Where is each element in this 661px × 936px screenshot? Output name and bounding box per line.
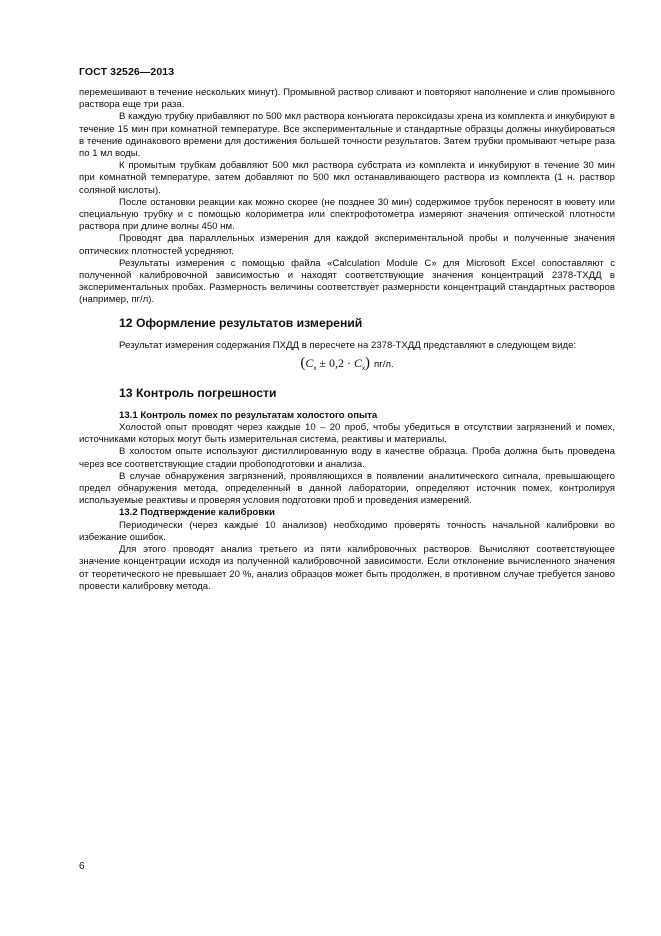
paragraph-conjugate-addition: В каждую трубку прибавляют по 500 мкл раствора конъюгата пероксидазы хрена из комплекта и инкубируют в течение 15 мин при комнатной температуре. Все экспериментальные и стандартные образцы должны инкубироваться в течение одинакового времени для достижения большей точности результатов. Затем трубки промывают четыре раза по 1 мл воды. bbox=[79, 111, 615, 160]
section-13-heading: 13 Контроль погрешности bbox=[119, 385, 277, 400]
formula-subscript-x-2: x bbox=[362, 365, 365, 372]
formula-c-symbol: C bbox=[305, 355, 314, 370]
formula-subscript-x: x bbox=[313, 365, 317, 372]
document-header-standard-id: ГОСТ 32526—2013 bbox=[79, 66, 175, 78]
paragraph-parallel-measurements: Проводят два параллельных измерения для каждой экспериментальной пробы и полученные значения оптических плотностей усредняют. bbox=[79, 233, 615, 257]
formula-unit: пг/л. bbox=[374, 358, 394, 370]
paragraph-blank-test-frequency: Холостой опыт проводят через каждые 10 – 20 проб, чтобы убедиться в отсутствии загрязнений и помех, источниками которых могут быть измерительная система, реактивы и материалы. bbox=[79, 422, 615, 446]
formula-open-paren: ( bbox=[300, 354, 306, 371]
subsection-13-2-heading: 13.2 Подтверждение калибровки bbox=[119, 507, 275, 519]
formula-c-symbol-2: C bbox=[353, 355, 362, 370]
section-12-heading: 12 Оформление результатов измерений bbox=[119, 315, 363, 330]
formula-plus-minus-term: ± 0,2 · bbox=[316, 355, 354, 370]
subsection-13-1-heading: 13.1 Контроль помех по результатам холостого опыта bbox=[119, 409, 378, 421]
paragraph-optical-density-measurement: После остановки реакции как можно скорее (не позднее 30 мин) содержимое трубок переносят в кювету или специальную трубку и с помощью колориметра или спектрофотометра измеряют значения оптической плотности раствора при длине волны 450 нм. bbox=[79, 196, 615, 233]
paragraph-washing-continued: перемешивают в течение нескольких минут). Промывной раствор сливают и повторяют наполнение и слив промывного раствора еще три раза. bbox=[79, 87, 615, 111]
paragraph-blank-test-water: В холостом опыте используют дистиллированную воду в качестве образца. Проба должна быть проведена через все соответствующие стадии пробоподготовки и анализа. bbox=[79, 446, 615, 470]
paragraph-substrate-addition: К промытым трубкам добавляют 500 мкл раствора субстрата из комплекта и инкубируют в течение 30 мин при комнатной температуре, затем добавляют по 500 мкл останавливающего раствора из комплекта (1 н. раствор соляной кислоты). bbox=[79, 160, 615, 196]
document-body bbox=[79, 87, 615, 593]
paragraph-contamination-detection: В случае обнаружения загрязнений, проявляющихся в появлении аналитического сигнала, превышающего предел обнаружения метода, определенный в данной лаборатории, определяют источник помех, контролируя используемые реактивы и проверяя условия подготовки проб и проведения измерений. bbox=[79, 470, 615, 507]
result-formula bbox=[79, 355, 615, 377]
paragraph-result-format: Результат измерения содержания ПХДД в пересчете на 2378-ТХДД представляют в следующем виде: bbox=[119, 339, 577, 351]
page-number: 6 bbox=[79, 861, 85, 872]
paragraph-calibration-check-frequency: Периодически (через каждые 10 анализов) необходимо проверять точность начальной калибровки во избежание ошибок. bbox=[79, 519, 615, 543]
paragraph-calculation-module: Результаты измерения с помощью файла «Calculation Module C» для Microsoft Excel сопоставляют с полученной калибровочной зависимостью и находят соответствующие значения концентраций 2378-ТХДД в экспериментальных пробах. Размерность величины соответствует размерности концентраций стандартных растворов (например, пг/л). bbox=[79, 257, 615, 306]
formula-close-paren: ) bbox=[365, 354, 370, 371]
paragraph-calibration-check-procedure: Для этого проводят анализ третьего из пяти калибровочных растворов. Вычисляют соответствующее значение концентрации исходя из полученной калибровочной зависимости. Если отклонение вычисленного значения от теоретического не превышает 20 %, анализ образцов может быть продолжен, в противном случае требуется заново провести калибровку метода. bbox=[79, 544, 615, 592]
